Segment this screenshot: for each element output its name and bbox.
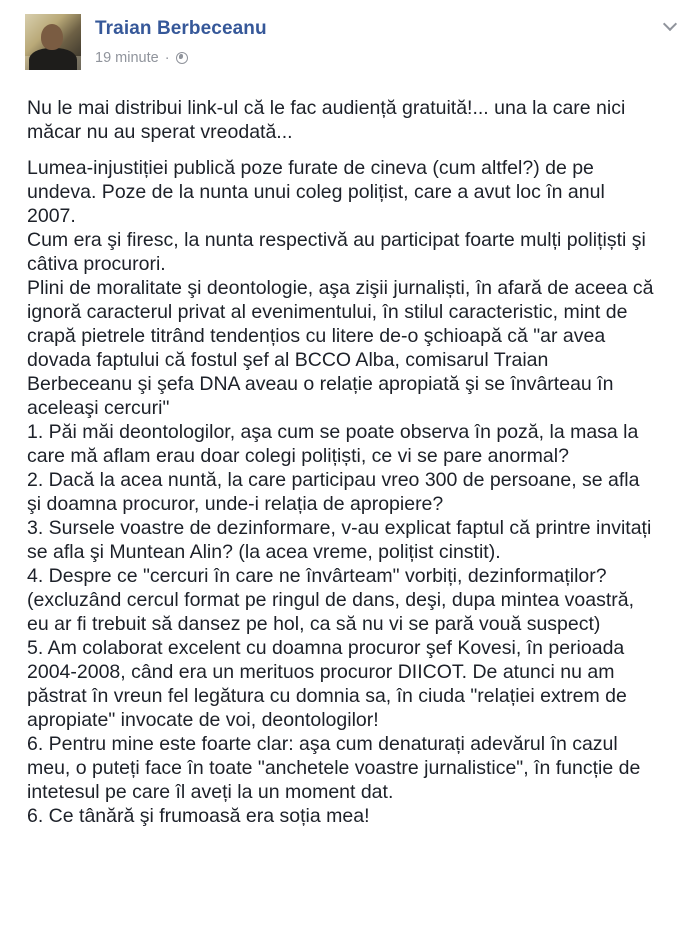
post-text-line: aceleaşi cercuri"	[27, 397, 170, 419]
post-body	[27, 96, 687, 828]
post-paragraph	[27, 156, 687, 828]
post-text-line: 6. Ce tânără şi frumoasă era soția mea!	[27, 805, 370, 827]
post-text-line: 6. Pentru mine este foarte clar: aşa cum denaturați adevărul în cazul	[27, 733, 618, 755]
post-text-line: care mă aflam erau doar colegi polițiști, ce vi se pare anormal?	[27, 445, 569, 467]
post-text-line: Berbeceanu şi şefa DNA aveau o relație apropiată şi se învârteau în	[27, 373, 614, 395]
post-text-line: apropiate" invocate de voi, deontologilor!	[27, 709, 379, 731]
post-header	[0, 14, 700, 74]
chevron-down-icon[interactable]	[662, 18, 678, 34]
post-text-line: 3. Sursele voastre de dezinformare, v-au explicat faptul că printre invitați	[27, 517, 652, 539]
author-name[interactable]: Traian Berbeceanu	[95, 18, 267, 39]
post-text-line: Plini de moralitate şi deontologie, aşa zişii jurnaliști, în afară de aceea că	[27, 277, 654, 299]
post-text-line: păstrat în vreun fel legătura cu domnia sa, în ciuda "relației extrem de	[27, 685, 627, 707]
post-text-line: eu ar fi trebuit să dansez pe hol, ca să nu vi se pară vouă suspect)	[27, 613, 601, 635]
avatar[interactable]	[25, 14, 81, 70]
post-text-line: dovada faptului că fostul şef al BCCO Alba, comisarul Traian	[27, 349, 549, 371]
post-text-line: 2. Dacă la acea nuntă, la care participau vreo 300 de persoane, se afla	[27, 469, 640, 491]
post-text-line: crapă pietrele titrând tendențios cu litere de-o şchioapă că "ar avea	[27, 325, 606, 347]
post-text-line: câtiva procurori.	[27, 253, 166, 275]
post-text-line: Cum era şi firesc, la nunta respectivă au participat foarte mulți polițiști şi	[27, 229, 646, 251]
post-paragraph	[27, 96, 687, 144]
post-text-line: 4. Despre ce "cercuri în care ne învârteam" vorbiți, dezinformaților?	[27, 565, 607, 587]
post-text-line: intetesul pe care îl aveți la un moment dat.	[27, 781, 394, 803]
post-meta	[95, 50, 188, 66]
post-text-line: 1. Păi măi deontologilor, aşa cum se poate observa în poză, la masa la	[27, 421, 639, 443]
post-text-line: măcar nu au sperat vreodată...	[27, 121, 293, 143]
post-text-line: ignoră caracterul privat al evenimentului, în stilul caracteristic, mint de	[27, 301, 628, 323]
post-timestamp[interactable]: 19 minute	[95, 50, 159, 66]
meta-separator: ·	[164, 50, 170, 66]
globe-icon[interactable]	[176, 52, 188, 64]
post-text-line: meu, o puteți face în toate "anchetele voastre jurnalistice", în funcție de	[27, 757, 641, 779]
post-text-line: se afla şi Muntean Alin? (la acea vreme, polițist cinstit).	[27, 541, 501, 563]
post-text-line: Nu le mai distribui link-ul că le fac audiență gratuită!... una la care nici	[27, 97, 626, 119]
post-text-line: Lumea-injustiției publică poze furate de cineva (cum altfel?) de pe	[27, 157, 594, 179]
post-text-line: 2007.	[27, 205, 76, 227]
post-text-line: 5. Am colaborat excelent cu doamna procuror şef Kovesi, în perioada	[27, 637, 625, 659]
post-text-line: (excluzând cercul format pe ringul de dans, deşi, dupa mintea voastră,	[27, 589, 634, 611]
post-text-line: 2004-2008, când era un merituos procuror DIICOT. De atunci nu am	[27, 661, 615, 683]
post-text-line: şi doamna procuror, unde-i relația de apropiere?	[27, 493, 444, 515]
post-text-line: undeva. Poze de la nunta unui coleg polițist, care a avut loc în anul	[27, 181, 605, 203]
